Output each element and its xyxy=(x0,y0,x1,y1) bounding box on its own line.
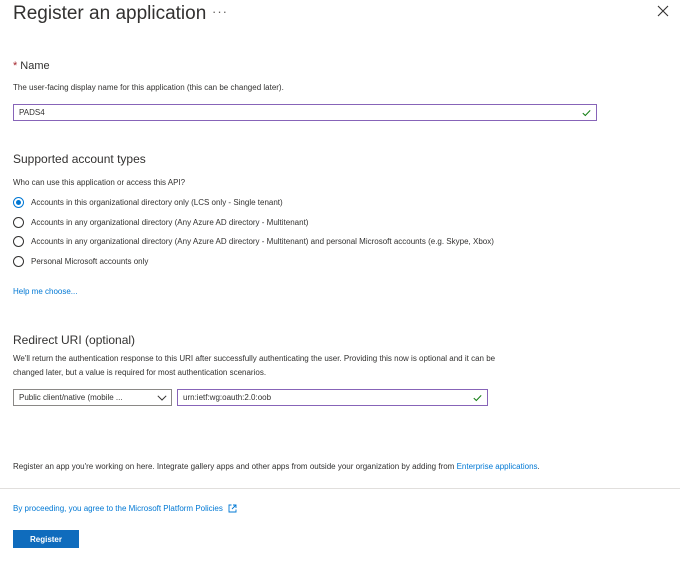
required-marker: * xyxy=(13,60,18,72)
name-input-value: PADS4 xyxy=(19,108,45,117)
register-info-body: Register an app you're working on here. Integrate gallery apps and other apps from outside your organization by adding from xyxy=(13,462,457,471)
platform-policies-text: By proceeding, you agree to the Microsoft Platform Policies xyxy=(13,504,223,513)
redirect-uri-value: urn:ietf:wg:oauth:2.0:oob xyxy=(183,393,272,402)
platform-policies-link[interactable] xyxy=(13,504,237,513)
redirect-uri-input[interactable] xyxy=(177,389,488,406)
account-types-question: Who can use this application or access this API? xyxy=(13,178,186,187)
name-input[interactable] xyxy=(13,104,597,121)
page-title: Register an application xyxy=(13,3,207,24)
help-me-choose-link[interactable]: Help me choose... xyxy=(13,287,78,296)
divider xyxy=(0,488,680,489)
account-option-label: Accounts in this organizational directory only (LCS only - Single tenant) xyxy=(31,198,283,207)
register-info-suffix: . xyxy=(537,462,540,471)
account-option-multitenant[interactable] xyxy=(13,217,308,228)
account-option-personal-only[interactable] xyxy=(13,256,148,267)
name-description: The user-facing display name for this application (this can be changed later). xyxy=(13,83,284,92)
radio-icon[interactable] xyxy=(13,236,24,247)
account-types-title: Supported account types xyxy=(13,152,146,166)
account-option-label: Accounts in any organizational directory (Any Azure AD directory - Multitenant) and personal Microsoft accounts (e.g. Skype, Xbox) xyxy=(31,237,494,246)
account-option-label: Accounts in any organizational directory (Any Azure AD directory - Multitenant) xyxy=(31,218,309,227)
name-label-text: Name xyxy=(20,60,50,72)
radio-selected-icon[interactable] xyxy=(13,197,24,208)
more-options-button[interactable]: ··· xyxy=(212,4,228,19)
chevron-down-icon xyxy=(157,395,167,401)
redirect-uri-title: Redirect URI (optional) xyxy=(13,333,136,347)
enterprise-applications-link[interactable]: Enterprise applications xyxy=(456,462,538,471)
account-option-label: Personal Microsoft accounts only xyxy=(31,257,149,266)
account-option-single-tenant[interactable] xyxy=(13,197,283,208)
external-link-icon xyxy=(228,504,237,513)
checkmark-icon xyxy=(582,109,591,116)
register-info-text xyxy=(13,462,540,471)
register-button[interactable]: Register xyxy=(13,530,79,548)
redirect-description-line1: We'll return the authentication response to this URI after successfully authenticating the user. Providing this now is optional and it can be xyxy=(13,354,496,363)
platform-select[interactable] xyxy=(13,389,172,406)
close-icon[interactable] xyxy=(656,4,670,18)
checkmark-icon xyxy=(473,394,482,401)
redirect-description-line2: changed later, but a value is required for most authentication scenarios. xyxy=(13,368,267,377)
platform-select-value: Public client/native (mobile ... xyxy=(19,393,123,402)
radio-icon[interactable] xyxy=(13,217,24,228)
account-option-multitenant-personal[interactable] xyxy=(13,236,494,247)
name-label xyxy=(13,60,50,72)
radio-icon[interactable] xyxy=(13,256,24,267)
